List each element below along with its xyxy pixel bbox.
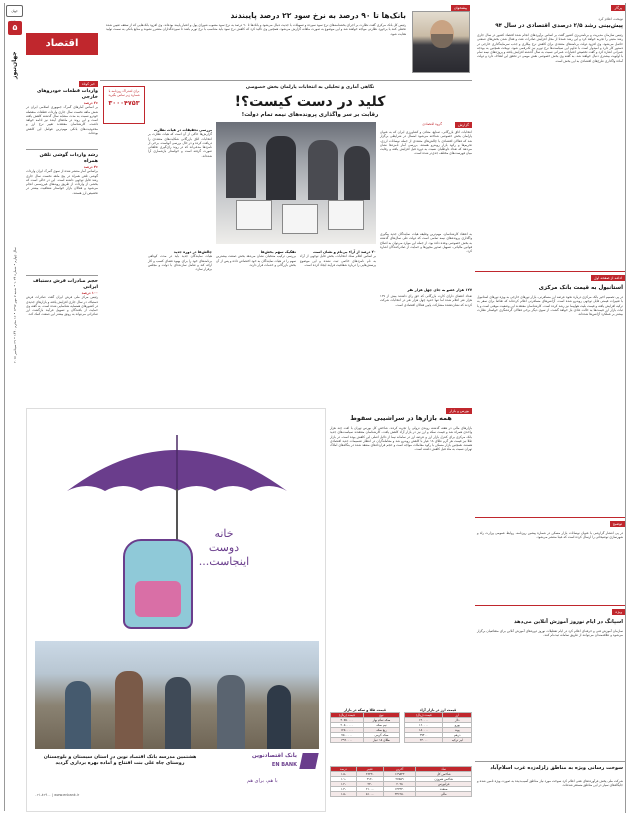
bank-logo	[217, 753, 317, 775]
gold-table	[330, 708, 400, 743]
cell: ۱۸۰۰۰۰	[405, 728, 443, 733]
cell: ۷۵۰۰۰۰۰	[331, 733, 364, 738]
cell: -۵۱۰۰	[356, 792, 383, 797]
cell: ۳۴۱۲۵۰	[383, 792, 416, 797]
item-tag: ۱۰۰ درصد	[81, 291, 98, 295]
cell: -۲۴	[356, 782, 383, 787]
market-text: بازارهای مالی در هفته گذشته روندی نزولی را تجربه کردند. شاخص کل بورس تهران با افت چند هزار واحدی همراه شد و قیمت سکه و ارز نیز در بازار آزاد کاهش یافت. کارشناسان معتقدند سیاست‌های جدید بانک مرکزی برای کنترل بازار ارز و عرضه ارز در سامانه نیما از دلایل اصلی این کاهش بوده است. در بازار طلا نیز قیمت هر گرم طلای ۱۸ عیار با کاهش روبه‌رو شد و معامله‌گران در انتظار تصمیمات جدید اقتصادی هستند. همچنین بازار مسکن با رکود معاملات مواجه است و حجم قراردادهای منعقد شده در بنگاه‌های املاک تهران نسبت به ماه قبل کاهش داشته است.	[330, 426, 472, 452]
gold-table-grid	[330, 712, 400, 743]
cell: ۴۰۷۵۰۰۰۰	[331, 718, 364, 723]
cell: سکه تمام بهار	[363, 718, 399, 723]
cell: ۳۹۹۰۰۰۰	[331, 738, 364, 743]
newspaper-logo: جهان	[6, 5, 23, 17]
item-tag: ۴۶ درصد	[83, 165, 98, 169]
header-cell: نماد	[416, 767, 472, 772]
crowd-figure	[308, 140, 338, 200]
block4-text: سازمان آموزش فنی و حرفه‌ای اعلام کرد در ایام تعطیلات نوروز دوره‌های آموزش آنلاین برای متقاضیان برگزار می‌شود و علاقه‌مندان می‌توانند از طریق سامانه ثبت‌نام کنند.	[477, 629, 623, 638]
main-col-mid	[216, 250, 296, 402]
item-title: رشد واردات گوشی تلفن همراه	[39, 153, 98, 164]
child-figure	[217, 675, 245, 749]
main-text-4: بر اساس اعلام ستاد انتخابات، بخش قابل توجهی از آراء به نام نامزدهای خاصی ثبت نشده و این موضوع پرسش‌هایی را درباره شفافیت فرآیند ایجاد کرده است.	[300, 254, 376, 267]
masthead-section: جهان‌نیوز	[10, 51, 18, 79]
cell: نیم سکه	[363, 723, 399, 728]
market-tag: بورس و بازار	[446, 408, 472, 414]
block2-title: استانبول به قیمت بانک مرکزی	[538, 285, 623, 291]
cell: ۳۷۴۰۰	[405, 733, 443, 738]
ballot-box	[328, 200, 364, 230]
cell: -۲۱۰۰	[356, 787, 383, 792]
news-item	[26, 279, 98, 429]
item-title: واردات قطعات خودروهای خارجی	[37, 89, 98, 100]
fx-table-title: قیمت ارز در بازار آزاد	[419, 708, 457, 712]
bank-advertisement	[26, 408, 326, 812]
header-cell: ارز	[443, 713, 472, 718]
cell: -۳۱۲	[356, 777, 383, 782]
block2-tag: ادامه از صفحه اول	[591, 275, 625, 281]
date-line: سال چهارم • شماره ۱۰۳۴ • شنبه ۷ مهر ۱۳۹۷ • ۱۶ محرم ۱۴۴۰ • ۲۹ سپتامبر ۲۰۱۸	[12, 247, 17, 364]
crowd-figure	[344, 146, 370, 200]
cell: ۲۰۵۰۰۰۰۰	[331, 723, 364, 728]
child-figure	[65, 681, 91, 749]
item-title: حجم صادرات فرش دستباف ایرانی	[32, 279, 98, 290]
header-cell: قیمت (ریال)	[331, 713, 364, 718]
crowd-figure	[266, 136, 296, 200]
cell: ربع سکه	[363, 728, 399, 733]
children-photo	[35, 641, 319, 749]
cell: فرابورس	[416, 782, 472, 787]
bank-en: EN BANK	[271, 762, 297, 768]
crowd-figure	[226, 142, 256, 198]
cell: ۱۶۰۰۰۰	[405, 723, 443, 728]
top-story	[100, 3, 472, 81]
cell: ۱۲۵۰۰۰۰۰	[331, 728, 364, 733]
top-story-kicker: پیشخوان	[451, 5, 470, 11]
block2-text: در پی تصمیم اخیر بانک مرکزی درباره نحوه عرضه ارز مسافرتی، بازار تورهای خارجی به ویژه تورهای استانبول با تغییرات قیمتی قابل توجهی روبه‌رو شده است. آژانس‌های مسافرتی اعلام کرده‌اند که تقاضا برای سفر به ترکیه افزایش یافته و قیمت بلیت هواپیما نیز رشد کرده است. کارشناسان معتقدند این وضعیت موقتی است و با ثبات بازار ارز قیمت‌ها به حالت عادی باز خواهد گشت. از سوی دیگر برخی فعالان گردشگری خواستار نظارت بیشتر بر عملکرد آژانس‌ها شده‌اند.	[477, 295, 623, 317]
subhead-2: ۲۰ درصد از آراء بی‌نام و نشان است	[313, 250, 376, 254]
ad-line-1: خانه	[214, 527, 234, 540]
bank-name: بانک اقتصادنوین	[251, 753, 297, 759]
item-text: بر اساس آمارهای گمرک جمهوری اسلامی ایران در شش ماهه نخست سال جاری واردات قطعات منفصله خودرو نسبت به مدت مشابه سال گذشته کاهش یافته است و این روند در ماه‌های آینده نیز ادامه خواهد داشت. کارشناسان معتقدند تغییر نرخ ارز و محدودیت‌های بانکی مهم‌ترین عوامل این کاهش بوده‌اند.	[26, 105, 98, 136]
cell: -۱.۴	[331, 787, 357, 792]
gold-table-title: قیمت طلا و سکه در بازار	[344, 708, 386, 712]
header-cell: درصد	[331, 767, 357, 772]
cell: -۲۶۴۳	[356, 772, 383, 777]
fx-table-grid	[404, 712, 472, 743]
child-figure	[115, 671, 143, 749]
bank-emblem-icon	[299, 753, 318, 769]
block4-tag: ویژه	[612, 609, 625, 615]
cell: -۱.۲	[331, 782, 357, 787]
report-section	[380, 122, 472, 402]
main-text-1: انتخابات اتاق بازرگانی، صنایع، معادن و کشاورزی ایران که به عنوان پارلمان بخش خصوصی شناخته می‌شود امسال در شرایطی برگزار شد که فعالان اقتصادی با چالش‌های متعددی از جمله نوسانات ارزی، تحریم‌ها و رکود بازار روبه‌رو هستند. بررسی آمار نامزدها نشان می‌دهد که تعداد داوطلبان نسبت به دوره قبل افزایش یافته و رقابت میان فهرست‌های مختلف جدی‌تر شده است.	[380, 130, 472, 156]
report-tag: گزارش	[455, 122, 472, 128]
block5-text: شرکت ملی پخش فرآورده‌های نفتی اعلام کرد سوخت مورد نیاز مناطق آسیب‌دیده به صورت ویژه تامین شده و جایگاه‌های سیار در این مناطق مستقر شده‌اند.	[477, 779, 623, 788]
ballot-box	[282, 204, 318, 234]
ad-line-3: اینجاست...	[198, 555, 250, 568]
block1-kicker: نوبخت اعلام کرد	[598, 17, 623, 21]
market-title: همه بازارها در سراشیبی سقوط	[350, 414, 452, 422]
cell: ۲۳۰۰۰	[405, 738, 443, 743]
top-story-photo	[412, 11, 470, 73]
phone-number: ۳۰۰۰۴۷۵۳	[108, 99, 140, 107]
ad-caption: هشتمین مدرسه بانک اقتصاد نوین در استان سیستان و بلوچستان روستای چاه علی بنت افتتاح و آماده بهره برداری گردید	[43, 755, 197, 767]
cell: درهم	[443, 733, 472, 738]
main-col-left-2	[148, 250, 212, 402]
portrait-hair	[431, 34, 453, 48]
cell: یورو	[443, 723, 472, 728]
fx-table	[404, 708, 472, 743]
ballot-box	[236, 200, 272, 230]
block3-text: در پی انتشار گزارشی با عنوان نوسانات بازار مسکن در شماره پیشین روزنامه، روابط عمومی وزارت راه و شهرسازی توضیحاتی را ارسال کرده است که عینا منتشر می‌شود.	[477, 531, 623, 540]
bank-contact: ۰۲۱-۸۲۹۰۰ | www.enbank.ir	[35, 793, 80, 797]
masthead	[4, 3, 24, 811]
backpack-pocket	[135, 581, 181, 617]
news-item	[26, 153, 98, 271]
index-table	[330, 766, 472, 797]
block1-title: پیش‌بینی رشد ۲/۵ درصدی اقتصادی در سال ۹۴	[495, 23, 623, 29]
index-table-grid	[330, 766, 472, 797]
cell: -۱.۱	[331, 777, 357, 782]
phone-label: برای اشتراک روزنامه با شماره زیر تماس بگیرید	[108, 89, 140, 97]
main-supertitle: نگاهی آماری و تحلیلی به انتخابات پارلمان بخش خصوصی	[245, 85, 375, 90]
page-number: ۵	[8, 21, 22, 35]
backpack-graphic	[123, 539, 193, 629]
section-label: اقتصاد	[26, 33, 98, 55]
cell: ۱۴۲۳۳۰	[383, 787, 416, 792]
block3-tag: توضیح	[610, 521, 625, 527]
cell: لیر ترکیه	[443, 738, 472, 743]
cell: ۲۷۵۵۹	[383, 777, 416, 782]
cell: -۱.۵	[331, 792, 357, 797]
cell: ۱۶۹۸۴۳	[383, 772, 416, 777]
main-text-5: هیات نمایندگان جدید باید در مدت کوتاهی برنامه‌های خود را برای بهبود فضای کسب و کار ارائه کند و تعامل سازنده‌ای با دولت و مجلس برقرار سازد.	[148, 254, 212, 272]
subhead-1: بررسی تحقیقات در هیات نظارت	[153, 128, 212, 132]
child-figure	[267, 685, 291, 749]
top-story-text: رئیس کل بانک مرکزی گفت نظارت بر اجرای بخشنامه‌های نرخ سود سپرده و تسهیلات با جدیت دنبال می‌شود و بانک‌ها تا ۹۰ درصد به نرخ سود مصوب شورای پول و اعتبار پایبند بوده‌اند. وی افزود بانک‌هایی که از سقف تعیین شده تخطی کنند با برخورد نظارتی مواجه خواهند شد و این موضوع به صورت ماهانه گزارش می‌شود. همچنین وی تاکید کرد که کاهش نرخ سود باید متناسب با نرخ تورم باشد تا سپرده‌گذاران متضرر نشوند و منابع بانکی به سمت تولید هدایت شود.	[106, 23, 407, 36]
main-text-7: بررسی ترکیب منتخبان نشان می‌دهد بخش صنعت بیشترین سهم را در هیات نمایندگان به خود اختصاص داده و پس از آن بخش بازرگانی و خدمات قرار دارند.	[216, 254, 296, 267]
main-subtitle: رقابت بر سر واگذاری پرونده‌های نیمه تمام دولت!	[241, 112, 379, 118]
main-text-2: به اعتقاد کارشناسان، مهم‌ترین وظیفه هیات نمایندگان جدید پیگیری واگذاری پرونده‌های نیمه تمامی است که دولت طی سال‌های گذشته به بخش خصوصی وعده داده بود. از جمله این موارد می‌توان به اصلاح قوانین مالیاتی، تسهیل صدور مجوزها و حمایت از صادرکنندگان اشاره کرد.	[380, 232, 472, 254]
block5-title: سوخت رسانی ویژه به مناطق زلزله‌زده غرب اسلام‌آباد	[490, 765, 623, 771]
top-story-title: بانک‌ها تا ۹۰ درصد به نرخ سود ۲۲ درصد پایبندند	[230, 11, 406, 20]
cell: شاخص کل	[416, 772, 472, 777]
main-col-mid-2	[300, 250, 376, 402]
main-story-photo	[216, 122, 376, 244]
cell: ۲۰۹۸	[383, 782, 416, 787]
item-text: رئیس مرکز ملی فرش ایران گفت صادرات فرش دستباف در سال جاری افزایش یافته و بازارهای جدیدی در کشورهای همسایه شناسایی شده است. به گفته وی حمایت از بافندگان و تسهیل فرآیند بازگشت ارز صادراتی می‌تواند به رونق بیشتر این صنعت کمک کند.	[26, 295, 98, 317]
block1-tag: پرگار	[611, 5, 625, 11]
cell: صنعت	[416, 787, 472, 792]
cell: -۱.۵	[331, 772, 357, 777]
block1-text: رئیس سازمان مدیریت و برنامه‌ریزی کشور گفت بر اساس برآوردهای انجام شده اقتصاد کشور در سال جاری رشد مثبتی را تجربه خواهد کرد و این رشد عمدتا از محل افزایش صادرات نفت و فعال شدن بخش‌های صنعتی حاصل می‌شود. وی افزود دولت برنامه‌های متعددی برای کاهش نرخ بیکاری و جذب سرمایه‌گذاری خارجی در دستور کار دارد و امیدوار است با تداوم این سیاست‌ها نرخ تورم نیز تک‌رقمی شود. نوبخت همچنین به بودجه عمرانی اشاره کرد و گفت تخصیص اعتبارات عمرانی نسبت به سال گذشته افزایش یافته و پروژه‌های نیمه تمام با اولویت بیشتری دنبال خواهند شد. به گفته وی بخش خصوصی نقش مهمی در تحقق این اهداف دارد و دولت آماده واگذاری طرح‌های اقتصادی به این بخش است.	[477, 33, 623, 63]
phone-box	[103, 86, 145, 124]
subhead-5: تفکیک سهم بخش‌ها	[260, 250, 296, 254]
main-text-3: گزارش‌ها حاکی از آن است که هیات نظارت بر انتخابات اتاق بازرگانی شکایت‌های متعددی را دریافت کرده و در حال بررسی آنهاست. برخی از نامزدها مدعی‌اند که در روند رای‌گیری تخلفاتی صورت گرفته است و خواستار بازشماری آرا شده‌اند.	[148, 132, 212, 158]
item-tag: ۲۶ درصد	[83, 101, 98, 105]
subhead-3: چالش‌ها در دوره جدید	[173, 250, 212, 254]
byline: گروه اقتصادی	[422, 122, 442, 126]
item-text: براساس آمار منتشر شده از سوی گمرک ایران واردات گوشی تلفن همراه در پنج ماهه نخست سال جاری رشد قابل توجهی داشته است. این در حالی است که بخشی از واردات از طریق رویه‌های غیررسمی انجام می‌شود و فعالان بازار خواستار شفافیت بیشتر در تخصیص ارز هستند.	[26, 169, 98, 195]
ad-line-2: دوست	[208, 541, 240, 554]
bank-slogan: با هم، برای هم	[247, 778, 278, 784]
header-cell: قیمت (ریال)	[405, 713, 443, 718]
cell: مالی	[416, 792, 472, 797]
cell: پوند	[443, 728, 472, 733]
cell: دلار	[443, 718, 472, 723]
news-item	[26, 89, 98, 147]
header-cell: تغییر	[356, 767, 383, 772]
header-cell: نوع	[363, 713, 399, 718]
cell: طلای ۱۸ عیار	[363, 738, 399, 743]
main-text-6: تعداد اعضای دارای کارت بازرگانی که حق رای داشتند بیش از ۱۲۷ هزار نفر اعلام شده اما تنها حدود چهل هزار نفر در انتخابات شرکت کردند که نشان‌دهنده مشارکت پایین فعالان اقتصادی است.	[380, 294, 472, 307]
cell: شاخص هم‌وزن	[416, 777, 472, 782]
header-cell: آخرین	[383, 767, 416, 772]
block4-title: اسپانگ در ایام نوروز آموزش آنلاین می‌دهد	[514, 619, 623, 625]
right-column	[476, 3, 626, 813]
market-section	[330, 408, 472, 812]
kicker: خبر کوتاه	[79, 81, 98, 87]
main-title: کلید در دست کیست؟!	[234, 94, 386, 110]
child-figure	[165, 677, 191, 749]
subhead-4: ۱۲۷ هزار عضو به جای چهل هزار نفر	[407, 288, 472, 292]
cell: سکه گرمی	[363, 733, 399, 738]
cell: ۱۴۰۰۰۰	[405, 718, 443, 723]
